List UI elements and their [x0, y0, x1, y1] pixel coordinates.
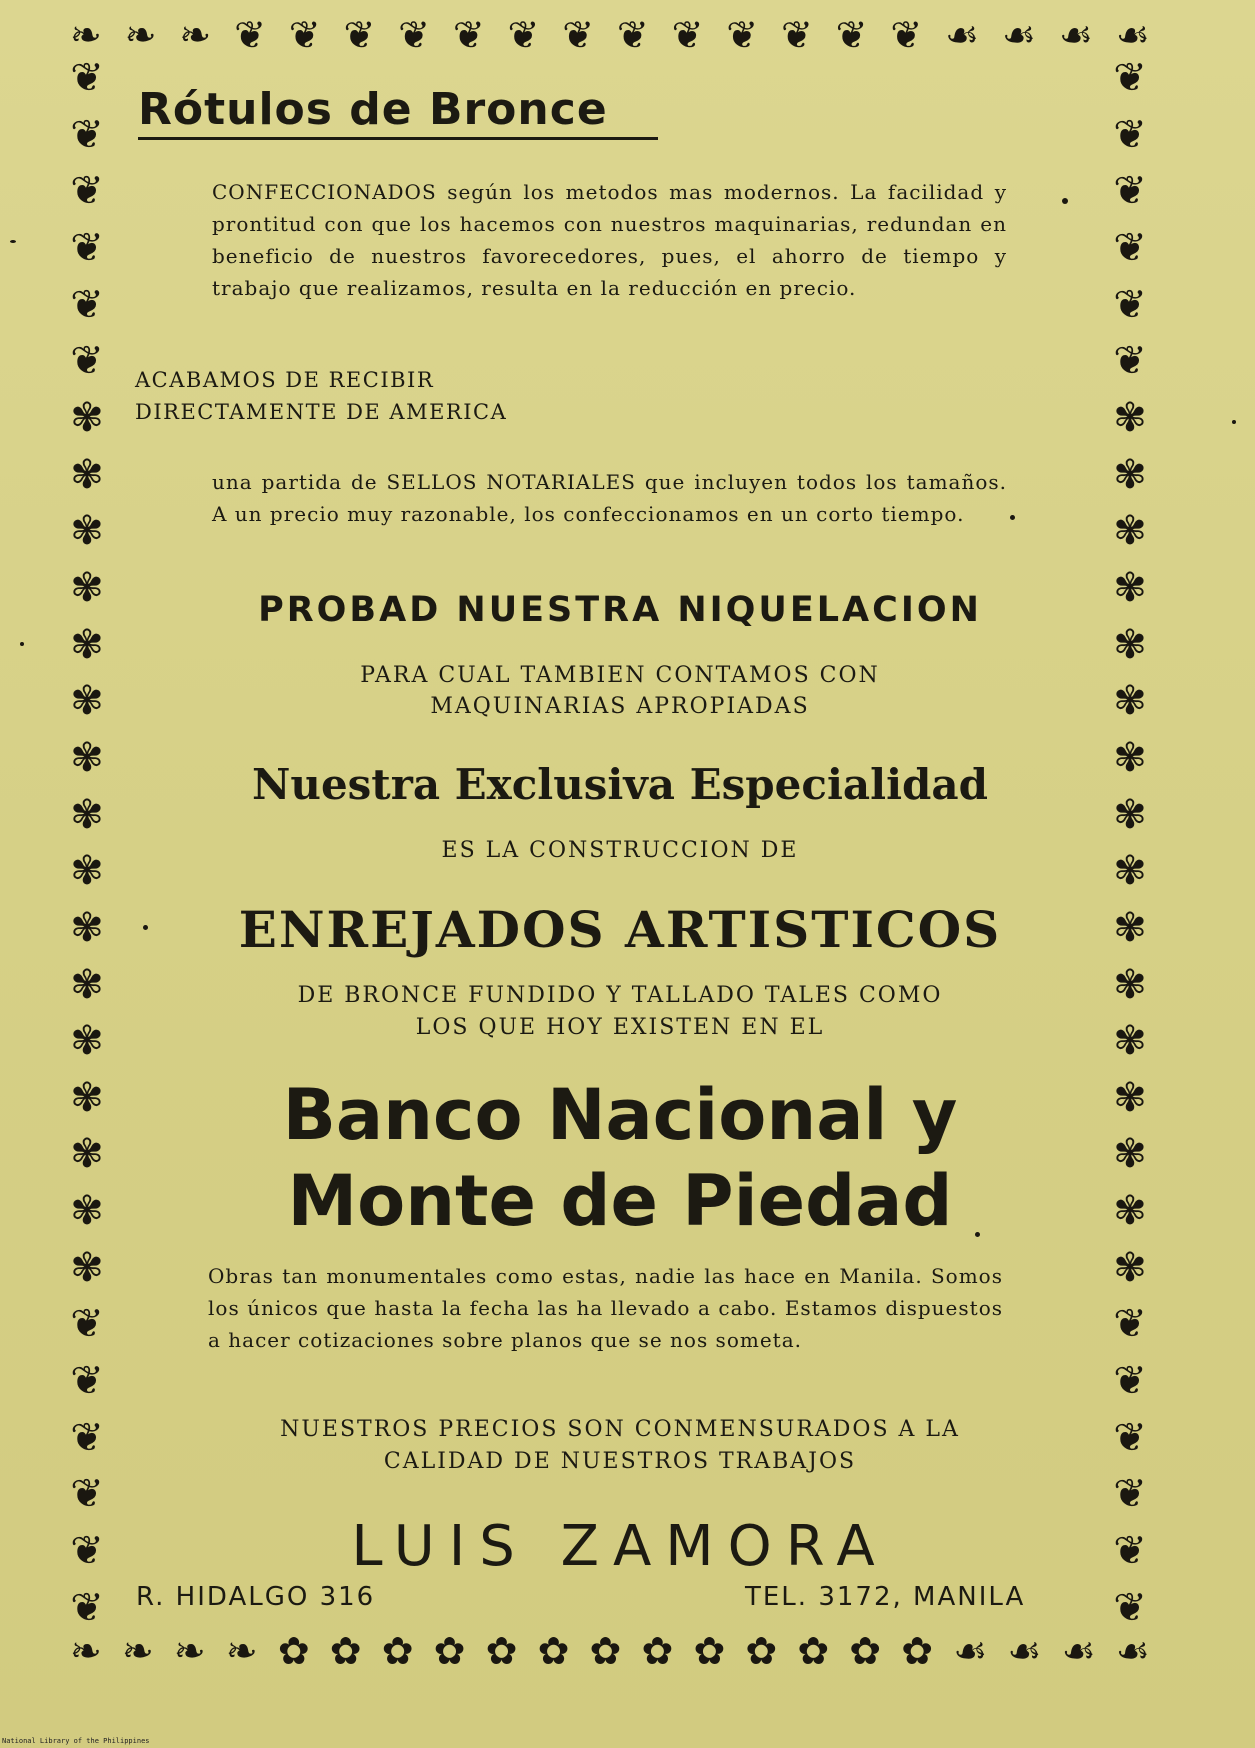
- intro-paragraph: CONFECCIONADOS según los metodos mas modernos. La facilidad y prontitud con que los hacemos con nuestros maquinarias, redundan en beneficio de nuestros favorecedores, pues, el ahorro de tiempo y trabajo que realizamos, resulta en la reducción en precio.: [212, 180, 1007, 300]
- flower-icon: ✾: [1113, 848, 1147, 895]
- received-heading: [135, 364, 507, 428]
- leaf-icon: ❦: [70, 1528, 104, 1575]
- flower-icon: ✾: [1113, 791, 1147, 838]
- received-heading-line2: DIRECTAMENTE DE AMERICA: [135, 400, 508, 424]
- flower-icon: ✾: [1113, 734, 1147, 781]
- flower-icon: ✾: [1113, 621, 1147, 668]
- flower-icon: ✾: [1113, 508, 1147, 555]
- business-phone: TEL. 3172, MANILA: [745, 1582, 1026, 1612]
- leaf-icon: ❦: [1113, 1584, 1147, 1628]
- nickel-sub-line2: MAQUINARIAS APROPIADAS: [430, 694, 810, 719]
- leaf-icon: ❦: [726, 13, 759, 57]
- flower-icon: ✾: [70, 734, 104, 781]
- flower-icon: ✿: [277, 1629, 310, 1673]
- received-heading-line1: ACABAMOS DE RECIBIR: [135, 368, 435, 392]
- leaf-icon: ❦: [1113, 281, 1147, 328]
- flower-icon: ✿: [797, 1629, 830, 1673]
- flourish-icon: ❧: [173, 1629, 206, 1673]
- flower-icon: ✾: [1113, 394, 1147, 441]
- flower-icon: ✾: [1113, 961, 1147, 1008]
- flower-icon: ✾: [1113, 678, 1147, 725]
- flourish-icon: ☙: [1115, 1629, 1150, 1673]
- nickel-heading: PROBAD NUESTRA NIQUELACION: [258, 590, 982, 630]
- flower-icon: ✿: [901, 1629, 934, 1673]
- flower-icon: ✾: [1113, 904, 1147, 951]
- leaf-icon: ❦: [671, 13, 704, 57]
- flower-icon: ✾: [1113, 1131, 1147, 1178]
- flower-icon: ✾: [70, 1188, 104, 1235]
- flourish-icon: ❧: [70, 13, 102, 57]
- flower-icon: ✿: [849, 1629, 882, 1673]
- flower-icon: ✾: [70, 791, 104, 838]
- flower-icon: ✾: [70, 1074, 104, 1121]
- leaf-icon: ❦: [234, 13, 266, 57]
- flower-icon: ✾: [1113, 1074, 1147, 1121]
- prices-line2: CALIDAD DE NUESTROS TRABAJOS: [383, 1449, 857, 1474]
- seals-paragraph: una partida de SELLOS NOTARIALES que incluyen todos los tamaños. A un precio muy razonable, los confeccionamos en un corto tiempo.: [212, 470, 1007, 526]
- flower-icon: ✿: [641, 1629, 674, 1673]
- flourish-icon: ☙: [953, 1629, 988, 1673]
- flower-icon: ✿: [589, 1629, 622, 1673]
- leaf-icon: ❦: [70, 1471, 104, 1518]
- leaf-icon: ❦: [70, 111, 104, 158]
- grilles-sub-line2: LOS QUE HOY EXISTEN EN EL: [415, 1015, 825, 1040]
- flourish-icon: ☙: [1007, 1629, 1042, 1673]
- prices-line1: NUESTROS PRECIOS SON CONMENSURADOS A LA: [280, 1417, 960, 1442]
- flower-icon: ✾: [70, 451, 104, 498]
- flower-icon: ✾: [70, 621, 104, 668]
- leaf-icon: ❦: [70, 224, 104, 271]
- works-paragraph: Obras tan monumentales como estas, nadie las hace en Manila. Somos los únicos que hasta la fecha las ha llevado a cabo. Estamos dispuestos a hacer cotizaciones sobre planos que se nos someta.: [208, 1264, 1003, 1352]
- leaf-icon: ❦: [1113, 58, 1147, 101]
- flower-icon: ✾: [1113, 1018, 1147, 1065]
- nickel-subheading: [130, 660, 1110, 722]
- leaf-icon: ❦: [780, 13, 813, 57]
- flourish-icon: ☙: [1115, 13, 1150, 57]
- leaf-icon: ❦: [1113, 1471, 1147, 1518]
- flower-icon: ✿: [433, 1629, 466, 1673]
- flower-icon: ✾: [70, 1244, 104, 1291]
- leaf-icon: ❦: [1113, 1358, 1147, 1405]
- leaf-icon: ❦: [452, 13, 485, 57]
- leaf-icon: ❦: [70, 1584, 104, 1628]
- leaf-icon: ❦: [70, 168, 104, 215]
- flower-icon: ✿: [693, 1629, 726, 1673]
- leaf-icon: ❦: [562, 13, 595, 57]
- flower-icon: ✾: [70, 394, 104, 441]
- flower-icon: ✾: [70, 508, 104, 555]
- flourish-icon: ☙: [945, 13, 980, 57]
- leaf-icon: ❦: [835, 13, 868, 57]
- leaf-icon: ❦: [288, 13, 321, 57]
- grilles-heading: ENREJADOS ARTISTICOS: [238, 900, 1002, 959]
- flower-icon: ✾: [1113, 451, 1147, 498]
- leaf-icon: ❦: [616, 13, 649, 57]
- flower-icon: ✿: [329, 1629, 362, 1673]
- leaf-icon: ❦: [70, 281, 104, 328]
- flower-icon: ✾: [70, 1131, 104, 1178]
- flourish-icon: ☙: [1058, 13, 1093, 57]
- prices-statement: [130, 1414, 1110, 1478]
- specialty-subheading: ES LA CONSTRUCCION DE: [441, 838, 799, 863]
- leaf-icon: ❦: [70, 1358, 104, 1405]
- nickel-sub-line1: PARA CUAL TAMBIEN CONTAMOS CON: [360, 663, 880, 688]
- leaf-icon: ❦: [70, 1414, 104, 1461]
- specialty-heading: Nuestra Exclusiva Especialidad: [252, 760, 988, 809]
- library-credit: National Library of the Philippines: [2, 1737, 150, 1745]
- leaf-icon: ❦: [398, 13, 430, 57]
- flourish-icon: ❧: [124, 13, 157, 57]
- flourish-icon: ❧: [179, 13, 212, 57]
- leaf-icon: ❦: [70, 1301, 104, 1348]
- flower-icon: ✾: [70, 848, 104, 895]
- leaf-icon: ❦: [1113, 168, 1147, 215]
- leaf-icon: ❦: [343, 13, 376, 57]
- flourish-icon: ☙: [1061, 1629, 1096, 1673]
- business-address: R. HIDALGO 316: [136, 1582, 376, 1612]
- flourish-icon: ❧: [121, 1629, 154, 1673]
- grilles-subheading: [130, 980, 1110, 1044]
- flower-icon: ✾: [70, 961, 104, 1008]
- leaf-icon: ❦: [1113, 111, 1147, 158]
- flower-icon: ✿: [485, 1629, 518, 1673]
- flower-icon: ✿: [537, 1629, 570, 1673]
- leaf-icon: ❦: [1113, 1528, 1147, 1575]
- leaf-icon: ❦: [890, 13, 923, 57]
- flower-icon: ✿: [381, 1629, 414, 1673]
- flower-icon: ✾: [70, 564, 104, 611]
- flower-icon: ✾: [1113, 1188, 1147, 1235]
- flourish-icon: ☙: [1001, 13, 1036, 57]
- leaf-icon: ❦: [1113, 224, 1147, 271]
- leaf-icon: ❦: [507, 13, 540, 57]
- bank-heading-line1: Banco Nacional y: [282, 1074, 958, 1156]
- flower-icon: ✾: [70, 1018, 104, 1065]
- flourish-icon: ❧: [225, 1629, 258, 1673]
- page-title: Rótulos de Bronce: [138, 84, 658, 140]
- flower-icon: ✾: [1113, 564, 1147, 611]
- leaf-icon: ❦: [1113, 1414, 1147, 1461]
- bank-heading-line2: Monte de Piedad: [287, 1160, 953, 1242]
- leaf-icon: ❦: [70, 338, 104, 385]
- flourish-icon: ❧: [70, 1629, 102, 1673]
- bank-heading: [130, 1072, 1110, 1244]
- leaf-icon: ❦: [1113, 338, 1147, 385]
- flower-icon: ✾: [70, 904, 104, 951]
- grilles-sub-line1: DE BRONCE FUNDIDO Y TALLADO TALES COMO: [297, 983, 943, 1008]
- business-name: LUIS ZAMORA: [351, 1514, 889, 1579]
- leaf-icon: ❦: [1113, 1301, 1147, 1348]
- flower-icon: ✾: [70, 678, 104, 725]
- leaf-icon: ❦: [70, 58, 104, 101]
- flower-icon: ✾: [1113, 1244, 1147, 1291]
- flower-icon: ✿: [745, 1629, 778, 1673]
